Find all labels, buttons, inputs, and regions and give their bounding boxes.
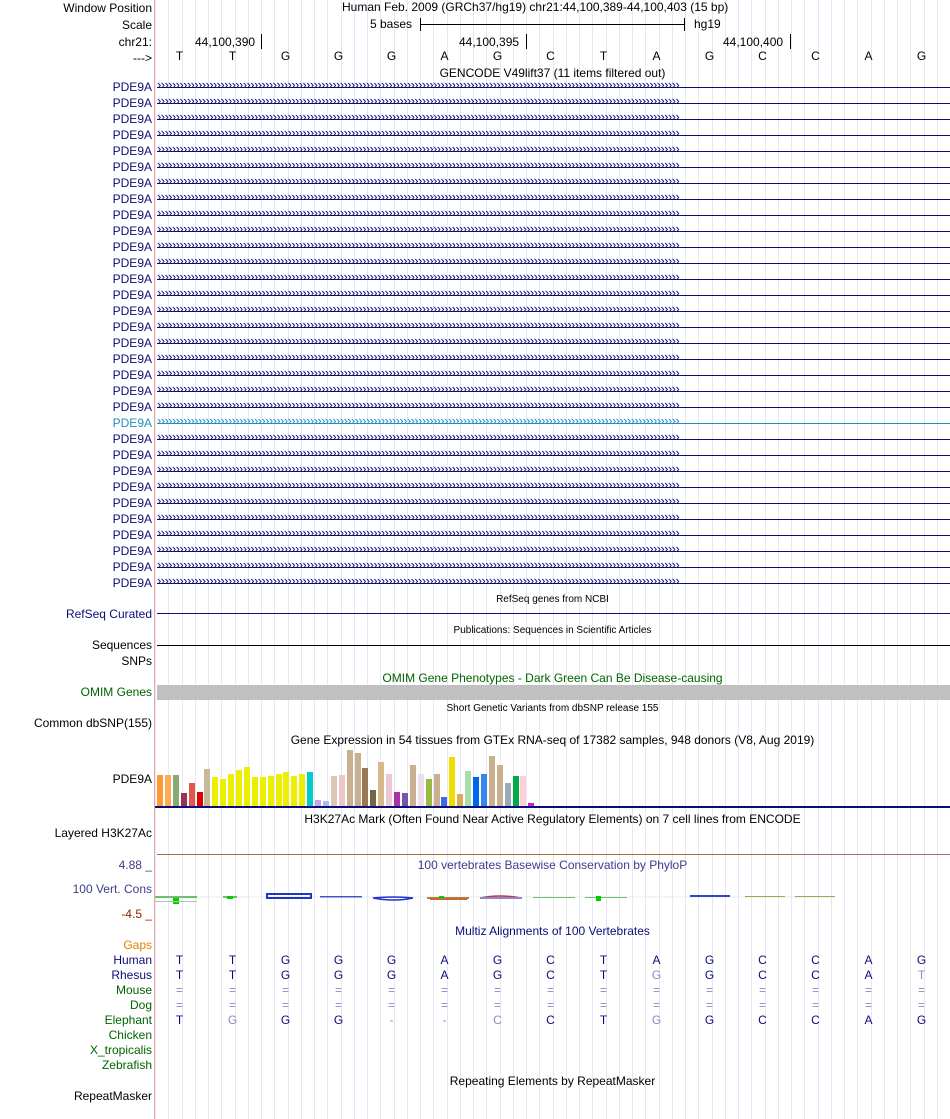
base-letter: G [492,49,503,63]
gtex-label[interactable]: PDE9A [112,772,152,786]
grid-line [155,0,156,1119]
tick-mark-1 [261,34,262,49]
alignment-base: = [811,983,819,997]
gtex-tissue-bar[interactable] [347,750,353,806]
gtex-tissue-bar[interactable] [283,772,289,806]
sequences-line[interactable] [157,645,950,646]
alignment-base: - [389,1013,394,1027]
alignment-base: C [758,968,767,982]
dbsnp-track-title[interactable]: Short Genetic Variants from dbSNP release 155 [446,703,659,714]
gencode-item-label[interactable]: PDE9A [112,528,152,542]
gtex-tissue-bar[interactable] [157,775,163,806]
alignment-base: = [705,983,713,997]
gtex-tissue-bar[interactable] [204,769,210,806]
omim-label[interactable]: OMIM Genes [80,685,152,699]
base-letter: C [811,49,820,63]
gencode-track-title[interactable]: GENCODE V49lift37 (11 items filtered out) [439,66,666,80]
gtex-tissue-bar[interactable] [244,767,250,806]
phylop-signal[interactable] [155,886,950,910]
phylop-track-title[interactable]: 100 vertebrates Basewise Conservation by PhyloP [417,858,688,872]
alignment-base: = [228,983,236,997]
alignment-base: G [651,968,662,982]
alignment-base: = [387,983,395,997]
strand-label: ---> [133,51,152,65]
h3k27ac-track-title[interactable]: H3K27Ac Mark (Often Found Near Active Regulatory Elements) on 7 cell lines from ENCODE [304,812,801,826]
alignment-base: A [864,953,873,967]
gencode-strand-arrows: ›››››››››››››››››››››››››››››››››››››››››››››››››››››››››››››››››››››››››››››››››››››››››››››››››››››››››››››››››››››››››››››››››››››››››››› [157,445,680,460]
alignment-base: C [811,953,820,967]
gencode-strand-arrows: ›››››››››››››››››››››››››››››››››››››››››››››››››››››››››››››››››››››››››››››››››››››››››››››››››››››››››››››››››››››››››››››››››››››››››››› [157,349,680,364]
base-letter: G [704,49,715,63]
alignment-base: = [440,983,448,997]
gencode-item-label[interactable]: PDE9A [112,304,152,318]
gencode-strand-arrows: ›››››››››››››››››››››››››››››››››››››››››››››››››››››››››››››››››››››››››››››››››››››››››››››››››››››››››››››››››››››››››››››››››››››››››››› [157,333,680,348]
alignment-base: = [546,998,554,1012]
alignment-base: G [280,1013,291,1027]
alignment-base: = [705,998,713,1012]
base-letter: G [333,49,344,63]
gencode-strand-arrows: ›››››››››››››››››››››››››››››››››››››››››››››››››››››››››››››››››››››››››››››››››››››››››››››››››››››››››››››››››››››››››››››››››››››››››››› [157,429,680,444]
gencode-strand-arrows: ›››››››››››››››››››››››››››››››››››››››››››››››››››››››››››››››››››››››››››››››››››››››››››››››››››››››››››››››››››››››››››››››››››››››››››› [157,477,680,492]
gencode-item-label[interactable]: PDE9A [112,576,152,590]
gtex-tissue-bar[interactable] [449,757,455,806]
gencode-item-label[interactable]: PDE9A [112,368,152,382]
alignment-base: = [652,998,660,1012]
gencode-item-label[interactable]: PDE9A [112,288,152,302]
alignment-base: = [546,983,554,997]
base-letter: C [758,49,767,63]
gaps-label: Gaps [123,938,152,952]
gencode-strand-arrows: ›››››››››››››››››››››››››››››››››››››››››››››››››››››››››››››››››››››››››››››››››››››››››››››››››››››››››››››››››››››››››››››››››››››››››››› [157,221,680,236]
omim-gene-bar[interactable] [157,685,950,700]
alignment-base: G [916,1013,927,1027]
species-label[interactable]: Zebrafish [101,1058,152,1072]
gencode-strand-arrows: ›››››››››››››››››››››››››››››››››››››››››››››››››››››››››››››››››››››››››››››››››››››››››››››››››››››››››››››››››››››››››››››››››››››››››››› [157,317,680,332]
alignment-base: G [704,1013,715,1027]
multiz-track-title[interactable]: Multiz Alignments of 100 Vertebrates [455,924,650,938]
db-label: hg19 [694,17,721,31]
gtex-tissue-bar[interactable] [236,770,242,806]
base-letter: A [652,49,661,63]
gencode-item-label[interactable]: PDE9A [112,464,152,478]
gencode-item-label[interactable]: PDE9A [112,480,152,494]
alignment-base: = [758,998,766,1012]
gencode-item-label[interactable]: PDE9A [112,544,152,558]
alignment-base: = [175,998,183,1012]
alignment-base: G [386,953,397,967]
dbsnp-label[interactable]: Common dbSNP(155) [33,716,152,730]
gencode-item-label[interactable]: PDE9A [112,256,152,270]
gencode-item-label[interactable]: PDE9A [112,144,152,158]
alignment-base: T [175,968,184,982]
alignment-base: = [811,998,819,1012]
gencode-strand-arrows: ›››››››››››››››››››››››››››››››››››››››››››››››››››››››››››››››››››››››››››››››››››››››››››››››››››››››››››››››››››››››››››››››››››››››››››› [157,397,680,412]
alignment-base: = [864,983,872,997]
base-letter: A [864,49,873,63]
gtex-tissue-bar[interactable] [268,776,274,806]
tick-mark-2 [526,34,527,49]
alignment-base: G [916,953,927,967]
gtex-tissue-bar[interactable] [165,775,171,806]
gtex-baseline [155,806,950,808]
alignment-base: = [599,998,607,1012]
gencode-item-label[interactable]: PDE9A [112,320,152,334]
gtex-tissue-bar[interactable] [291,776,297,806]
phylop-min: -4.5 _ [121,907,152,921]
gencode-item-label[interactable]: PDE9A [112,160,152,174]
alignment-base: = [281,998,289,1012]
gtex-tissue-bar[interactable] [410,765,416,806]
gtex-tissue-bar[interactable] [331,776,337,806]
alignment-base: = [281,983,289,997]
alignment-base: C [811,968,820,982]
gencode-strand-arrows: ›››››››››››››››››››››››››››››››››››››››››››››››››››››››››››››››››››››››››››››››››››››››››››››››››››››››››››››››››››››››››››››››››››››››››››› [157,365,680,380]
gencode-strand-arrows: ›››››››››››››››››››››››››››››››››››››››››››››››››››››››››››››››››››››››››››››››››››››››››››››››››››››››››››››››››››››››››››››››››››››››››››› [157,413,680,428]
gtex-tissue-bar[interactable] [260,777,266,806]
gencode-strand-arrows: ›››››››››››››››››››››››››››››››››››››››››››››››››››››››››››››››››››››››››››››››››››››››››››››››››››››››››››››››››››››››››››››››››››››››››››› [157,269,680,284]
gtex-tissue-bar[interactable] [355,753,361,806]
gencode-strand-arrows: ›››››››››››››››››››››››››››››››››››››››››››››››››››››››››››››››››››››››››››››››››››››››››››››››››››››››››››››››››››››››››››››››››››››››››››› [157,141,680,156]
gencode-strand-arrows: ›››››››››››››››››››››››››››››››››››››››››››››››››››››››››››››››››››››››››››››››››››››››››››››››››››››››››››››››››››››››››››››››››››››››››››› [157,125,680,140]
base-letter: G [280,49,291,63]
refseq-label[interactable]: RefSeq Curated [65,607,152,621]
gencode-item-label[interactable]: PDE9A [112,432,152,446]
gencode-strand-arrows: ›››››››››››››››››››››››››››››››››››››››››››››››››››››››››››››››››››››››››››››››››››››››››››››››››››››››››››››››››››››››››››››››››››››››››››› [157,573,680,588]
alignment-base: = [387,998,395,1012]
scale-text: 5 bases [370,17,413,31]
gencode-item-label[interactable]: PDE9A [112,496,152,510]
gencode-item-label[interactable]: PDE9A [112,448,152,462]
gencode-item-label[interactable]: PDE9A [112,272,152,286]
scale-bar [420,24,684,25]
gencode-item-label[interactable]: PDE9A [112,352,152,366]
gtex-tissue-bar[interactable] [220,779,226,806]
base-letter: T [228,49,237,63]
gencode-strand-arrows: ›››››››››››››››››››››››››››››››››››››››››››››››››››››››››››››››››››››››››››››››››››››››››››››››››››››››››››››››››››››››››››››››››››››››››››› [157,93,680,108]
gtex-bar-chart[interactable] [157,748,537,806]
alignment-base: = [652,983,660,997]
gencode-item-label[interactable]: PDE9A [112,384,152,398]
gtex-tissue-bar[interactable] [513,776,519,806]
window-position-label: Window Position [63,1,152,15]
gtex-tissue-bar[interactable] [394,792,400,806]
species-label[interactable]: Elephant [104,1013,152,1027]
gtex-tissue-bar[interactable] [402,793,408,806]
alignment-base: C [758,1013,767,1027]
alignment-base: C [811,1013,820,1027]
alignment-base: = [758,983,766,997]
gtex-tissue-bar[interactable] [228,774,234,806]
tick-mark-3 [790,34,791,49]
gtex-tissue-bar[interactable] [520,776,526,806]
alignment-base: T [175,1013,184,1027]
gtex-track-title[interactable]: Gene Expression in 54 tissues from GTEx RNA-seq of 17382 samples, 948 donors (V8, Aug 2019) [290,733,815,747]
gtex-tissue-bar[interactable] [197,792,203,806]
gencode-item-label[interactable]: PDE9A [112,112,152,126]
species-label[interactable]: Mouse [115,983,152,997]
alignment-base: G [280,968,291,982]
phylop-label[interactable]: 100 Vert. Cons [72,882,152,896]
gencode-strand-arrows: ›››››››››››››››››››››››››››››››››››››››››››››››››››››››››››››››››››››››››››››››››››››››››››››››››››››››››››››››››››››››››››››››››››››››››››› [157,173,680,188]
gencode-strand-arrows: ›››››››››››››››››››››››››››››››››››››››››››››››››››››››››››››››››››››››››››››››››››››››››››››››››››››››››››››››››››››››››››››››››››››››››››› [157,509,680,524]
gtex-tissue-bar[interactable] [457,794,463,806]
gencode-item-label[interactable]: PDE9A [112,208,152,222]
alignment-base: G [704,968,715,982]
gencode-item-label[interactable]: PDE9A [112,400,152,414]
alignment-base: T [228,968,237,982]
alignment-base: = [175,983,183,997]
gtex-tissue-bar[interactable] [370,790,376,806]
alignment-base: = [864,998,872,1012]
alignment-base: C [546,953,555,967]
assembly-position[interactable]: Human Feb. 2009 (GRCh37/hg19) chr21:44,100,389-44,100,403 (15 bp) [342,0,729,14]
alignment-base: = [493,983,501,997]
alignment-base: = [440,998,448,1012]
gtex-tissue-bar[interactable] [505,783,511,806]
gencode-strand-arrows: ›››››››››››››››››››››››››››››››››››››››››››››››››››››››››››››››››››››››››››››››››››››››››››››››››››››››››››››››››››››››››››››››››››››››››››› [157,557,680,572]
gencode-item-label[interactable]: PDE9A [112,240,152,254]
gencode-strand-arrows: ›››››››››››››››››››››››››››››››››››››››››››››››››››››››››››››››››››››››››››››››››››››››››››››››››››››››››››››››››››››››››››››››››››››››››››› [157,157,680,172]
alignment-base: C [546,968,555,982]
gtex-tissue-bar[interactable] [299,774,305,806]
species-label[interactable]: X_tropicalis [89,1043,152,1057]
alignment-base: G [333,953,344,967]
h3k27ac-label[interactable]: Layered H3K27Ac [54,826,152,840]
gencode-strand-arrows: ›››››››››››››››››››››››››››››››››››››››››››››››››››››››››››››››››››››››››››››››››››››››››››››››››››››››››››››››››››››››››››››››››››››››››››› [157,109,680,124]
alignment-base: G [280,953,291,967]
species-label[interactable]: Chicken [108,1028,152,1042]
gencode-strand-arrows: ›››››››››››››››››››››››››››››››››››››››››››››››››››››››››››››››››››››››››››››››››››››››››››››››››››››››››››››››››››››››››››››››››››››››››››› [157,77,680,92]
rmsk-label[interactable]: RepeatMasker [73,1089,152,1103]
alignment-base: = [917,983,925,997]
alignment-base: G [704,953,715,967]
scale-label: Scale [121,18,152,32]
species-label[interactable]: Dog [129,998,152,1012]
gtex-tissue-bar[interactable] [418,774,424,806]
position-tick-2: 44,100,395 [459,35,520,49]
phylop-max: 4.88 _ [118,858,152,872]
alignment-base: - [442,1013,447,1027]
h3k27ac-signal-1[interactable] [157,854,790,855]
alignment-base: G [333,1013,344,1027]
alignment-base: G [492,953,503,967]
gencode-strand-arrows: ›››››››››››››››››››››››››››››››››››››››››››››››››››››››››››››››››››››››››››››››››››››››››››››››››››››››››››››››››››››››››››››››››››››››››››› [157,381,680,396]
alignment-base: = [493,998,501,1012]
gencode-strand-arrows: ›››››››››››››››››››››››››››››››››››››››››››››››››››››››››››››››››››››››››››››››››››››››››››››››››››››››››››››››››››››››››››››››››››››››››››› [157,493,680,508]
alignment-base: A [864,1013,873,1027]
gencode-item-label[interactable]: PDE9A [112,192,152,206]
alignment-base: T [599,953,608,967]
alignment-base: T [175,953,184,967]
alignment-base: = [228,998,236,1012]
omim-track-title[interactable]: OMIM Gene Phenotypes - Dark Green Can Be Disease-causing [382,671,723,685]
position-tick-1: 44,100,390 [195,35,256,49]
alignment-base: C [546,1013,555,1027]
gencode-item-label[interactable]: PDE9A [112,560,152,574]
gencode-item-label[interactable]: PDE9A [112,176,152,190]
alignment-base: A [652,953,661,967]
gtex-tissue-bar[interactable] [497,765,503,806]
sequences-label[interactable]: Sequences [91,638,152,652]
alignment-base: = [917,998,925,1012]
alignment-base: A [440,968,449,982]
gencode-item-label[interactable]: PDE9A [112,96,152,110]
snps-label[interactable]: SNPs [121,654,152,668]
gencode-item-label[interactable]: PDE9A [112,224,152,238]
gtex-tissue-bar[interactable] [465,771,471,806]
gencode-item-label[interactable]: PDE9A [112,128,152,142]
refseq-track-title[interactable]: RefSeq genes from NCBI [496,594,609,605]
pubs-track-title[interactable]: Publications: Sequences in Scientific Articles [453,625,652,636]
gencode-item-label[interactable]: PDE9A [112,512,152,526]
gencode-strand-arrows: ›››››››››››››››››››››››››››››››››››››››››››››››››››››››››››››››››››››››››››››››››››››››››››››››››››››››››››››››››››››››››››››››››››››››››››› [157,237,680,252]
gencode-strand-arrows: ›››››››››››››››››››››››››››››››››››››››››››››››››››››››››››››››››››››››››››››››››››››››››››››››››››››››››››››››››››››››››››››››››››››››››››› [157,301,680,316]
alignment-base: G [386,968,397,982]
h3k27ac-signal-2[interactable] [790,854,950,855]
alignment-base: G [492,968,503,982]
gencode-strand-arrows: ›››››››››››››››››››››››››››››››››››››››››››››››››››››››››››››››››››››››››››››››››››››››››››››››››››››››››››››››››››››››››››››››››››››››››››› [157,205,680,220]
species-label[interactable]: Human [113,953,152,967]
scale-bar-right [684,18,685,31]
alignment-base: T [599,1013,608,1027]
rmsk-track-title[interactable]: Repeating Elements by RepeatMasker [449,1074,656,1088]
alignment-base: = [599,983,607,997]
gtex-tissue-bar[interactable] [481,774,487,806]
alignment-base: = [334,998,342,1012]
alignment-base: G [651,1013,662,1027]
gtex-tissue-bar[interactable] [339,775,345,806]
alignment-base: G [333,968,344,982]
gencode-item-label[interactable]: PDE9A [112,336,152,350]
gtex-tissue-bar[interactable] [173,775,179,806]
gtex-tissue-bar[interactable] [276,774,282,806]
alignment-base: G [227,1013,238,1027]
chrom-label: chr21: [118,35,152,49]
base-letter: C [546,49,555,63]
gtex-tissue-bar[interactable] [378,762,384,806]
base-letter: G [916,49,927,63]
species-label[interactable]: Rhesus [111,968,152,982]
alignment-base: T [917,968,926,982]
scale-bar-left [420,18,421,31]
alignment-base: A [864,968,873,982]
gtex-tissue-bar[interactable] [307,772,313,806]
gtex-tissue-bar[interactable] [434,774,440,806]
gencode-strand-arrows: ›››››››››››››››››››››››››››››››››››››››››››››››››››››››››››››››››››››››››››››››››››››››››››››››››››››››››››››››››››››››››››››››››››››››››››› [157,525,680,540]
refseq-line[interactable] [157,613,950,614]
gencode-strand-arrows: ›››››››››››››››››››››››››››››››››››››››››››››››››››››››››››››››››››››››››››››››››››››››››››››››››››››››››››››››››››››››››››››››››››››››››››› [157,541,680,556]
gtex-tissue-bar[interactable] [212,777,218,806]
base-letter: G [386,49,397,63]
gtex-tissue-bar[interactable] [252,777,258,806]
alignment-base: A [440,953,449,967]
gencode-strand-arrows: ›››››››››››››››››››››››››››››››››››››››››››››››››››››››››››››››››››››››››››››››››››››››››››››››››››››››››››››››››››››››››››››››››››››››››››› [157,461,680,476]
base-letter: A [440,49,449,63]
gencode-item-label[interactable]: PDE9A [112,416,152,430]
base-letter: T [599,49,608,63]
base-letter: T [175,49,184,63]
gencode-item-label[interactable]: PDE9A [112,80,152,94]
alignment-base: T [599,968,608,982]
position-tick-3: 44,100,400 [723,35,784,49]
gtex-tissue-bar[interactable] [189,783,195,806]
gencode-strand-arrows: ›››››››››››››››››››››››››››››››››››››››››››››››››››››››››››››››››››››››››››››››››››››››››››››››››››››››››››››››››››››››››››››››››››››››››››› [157,253,680,268]
gtex-tissue-bar[interactable] [426,779,432,806]
gtex-tissue-bar[interactable] [473,777,479,806]
gtex-tissue-bar[interactable] [181,793,187,806]
gencode-strand-arrows: ›››››››››››››››››››››››››››››››››››››››››››››››››››››››››››››››››››››››››››››››››››››››››››››››››››››››››››››››››››››››››››››››››››››››››››› [157,189,680,204]
alignment-base: T [228,953,237,967]
gtex-tissue-bar[interactable] [441,797,447,806]
gencode-strand-arrows: ›››››››››››››››››››››››››››››››››››››››››››››››››››››››››››››››››››››››››››››››››››››››››››››››››››››››››››››››››››››››››››››››››››››››››››› [157,285,680,300]
gtex-tissue-bar[interactable] [386,774,392,806]
alignment-base: C [758,953,767,967]
alignment-base: = [334,983,342,997]
alignment-base: C [493,1013,502,1027]
gtex-tissue-bar[interactable] [489,756,495,806]
gtex-tissue-bar[interactable] [362,768,368,806]
